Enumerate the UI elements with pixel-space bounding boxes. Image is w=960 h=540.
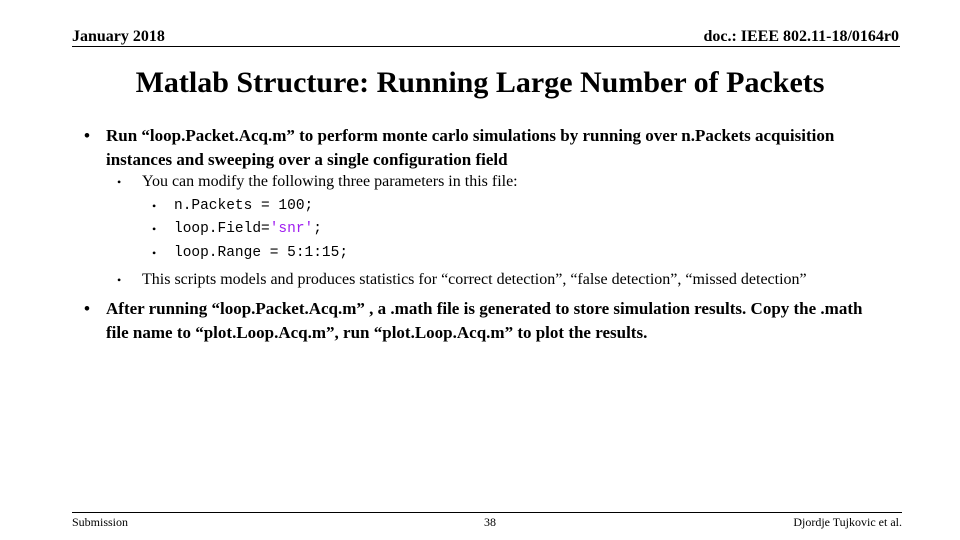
footer-author: Djordje Tujkovic et al. (793, 515, 902, 529)
header-doc-id: doc.: IEEE 802.11-18/0164r0 (703, 28, 899, 45)
bullet-dot: • (84, 126, 90, 145)
header-rule (72, 46, 900, 47)
header-date: January 2018 (72, 28, 165, 45)
bullet-dot: • (84, 299, 90, 318)
sub-bullet-statistics-text: This scripts models and produces statistics for “correct detection”, “false detection”, “missed detection” (142, 271, 807, 288)
bullet-dot: • (152, 246, 157, 260)
bullet-after-running (84, 297, 884, 345)
bullet-dot: • (152, 222, 157, 236)
param-looprange-code: loop.Range = 5:1:15; (174, 245, 349, 261)
bullet-dot: • (152, 199, 157, 213)
bullet-run-script-text: Run “loop.Packet.Acq.m” to perform monte carlo simulations by running over n.Packets acquisition instances and sweeping over a single configuration field (106, 126, 835, 169)
bullet-run-script (84, 124, 884, 172)
bullet-dot: • (117, 175, 122, 189)
param-loopfield-name: loop.Field= (174, 221, 270, 237)
footer-rule (72, 512, 902, 513)
footer-page-number: 38 (484, 515, 496, 529)
param-loopfield-code (174, 219, 322, 239)
bullet-dot: • (117, 273, 122, 287)
bullet-after-running-text: After running “loop.Packet.Acq.m” , a .math file is generated to store simulation results. Copy the .math file name to “plot.Loop.Acq.m”, run “plot.Loop.Acq.m” to plot the results. (106, 299, 863, 342)
slide-title: Matlab Structure: Running Large Number of Packets (135, 66, 825, 99)
footer-submission: Submission (72, 515, 129, 529)
param-npackets-code: n.Packets = 100; (174, 198, 314, 214)
sub-bullet-modify-params-text: You can modify the following three parameters in this file: (142, 173, 518, 190)
param-loopfield-suffix: ; (313, 221, 322, 237)
param-loopfield-string: 'snr' (269, 221, 314, 237)
